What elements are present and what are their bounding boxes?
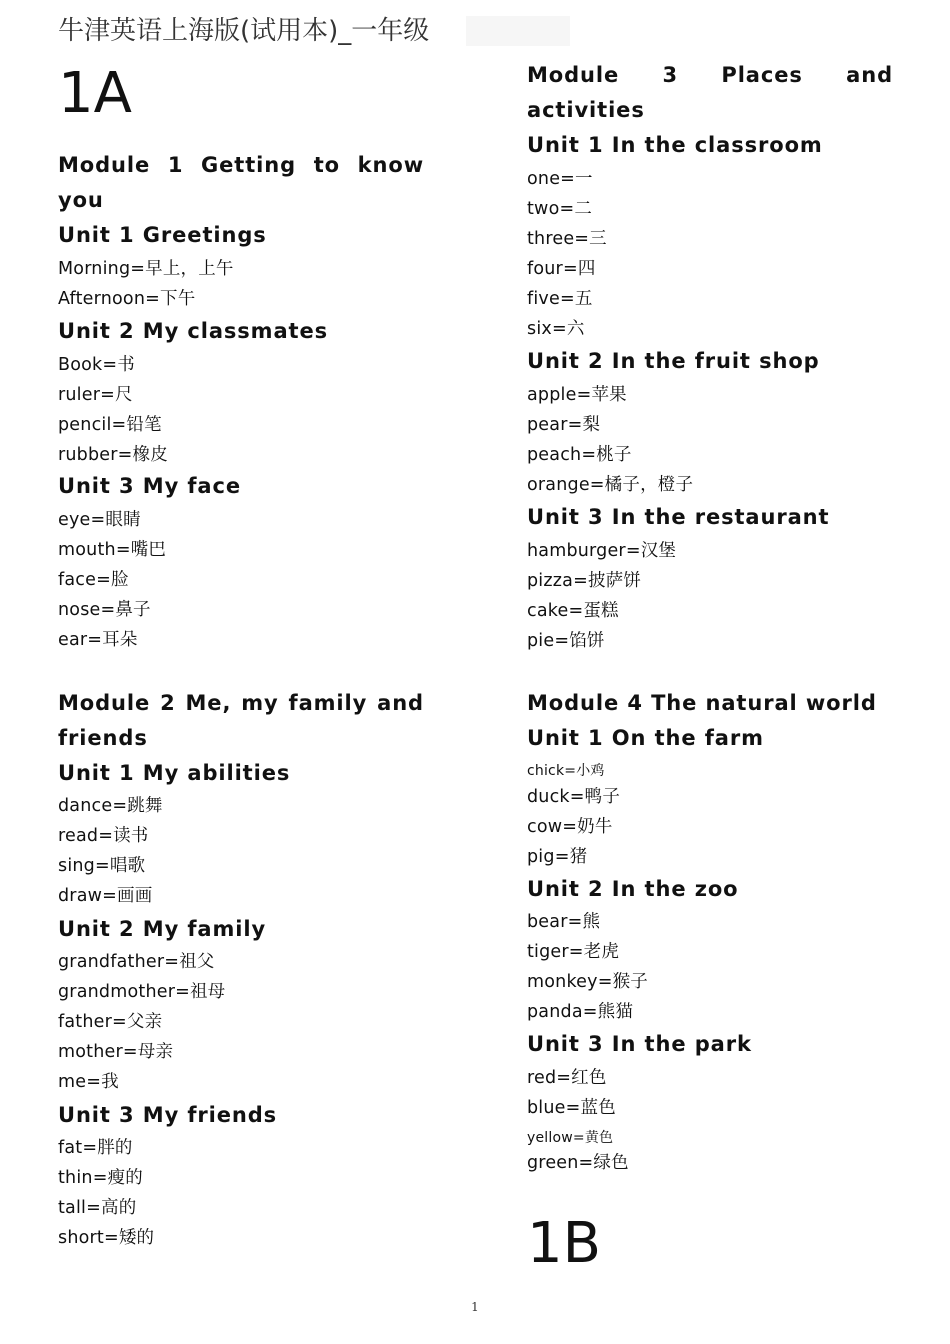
equals-sign: = — [562, 259, 578, 279]
equals-sign: = — [87, 630, 103, 650]
vocab-entry — [58, 628, 138, 652]
vocab-english: draw — [58, 886, 103, 906]
equals-sign: = — [175, 982, 190, 1002]
vocab-entry — [58, 980, 225, 1004]
vocab-chinese: 画画 — [117, 886, 153, 906]
equals-sign: = — [100, 385, 115, 405]
vocab-chinese: 四 — [577, 259, 596, 279]
vocab-chinese: 耳朵 — [102, 630, 138, 650]
vocab-entry — [58, 568, 129, 592]
unit-title: Unit 3 My face — [58, 474, 241, 498]
vocab-english: face — [58, 570, 97, 590]
vocab-entry — [58, 1226, 154, 1250]
vocab-chinese: 小鸡 — [576, 763, 605, 779]
vocab-chinese: 五 — [574, 289, 593, 309]
vocab-entry — [58, 598, 151, 622]
vocab-entry — [527, 970, 648, 994]
vocab-chinese: 猪 — [569, 847, 588, 867]
vocab-english: pencil — [58, 415, 112, 435]
vocab-chinese: 胖的 — [97, 1138, 133, 1158]
equals-sign: = — [562, 817, 578, 837]
vocab-entry — [527, 1096, 616, 1120]
equals-sign: = — [556, 1068, 572, 1088]
unit-title: Unit 3 In the park — [527, 1032, 752, 1056]
vocab-entry — [527, 1126, 613, 1150]
vocab-chinese: 早上，上午 — [145, 259, 234, 279]
vocab-chinese: 鼻子 — [115, 600, 151, 620]
vocab-english: ear — [58, 630, 88, 650]
vocab-entry — [527, 1066, 607, 1090]
vocab-entry — [527, 167, 593, 191]
equals-sign: = — [567, 415, 583, 435]
vocab-chinese: 嘴巴 — [130, 540, 167, 560]
vocab-chinese: 下午 — [160, 289, 196, 309]
vocab-english: two — [527, 199, 560, 219]
vocab-chinese: 脸 — [110, 570, 129, 590]
vocab-english: red — [527, 1068, 557, 1088]
vocab-entry — [58, 443, 168, 467]
vocab-chinese: 橡皮 — [132, 445, 168, 465]
equals-sign: = — [572, 1130, 585, 1146]
vocab-entry — [527, 227, 607, 251]
vocab-english: grandmother — [58, 982, 176, 1002]
vocab-chinese: 书 — [117, 355, 135, 375]
vocab-english: thin — [58, 1168, 93, 1188]
equals-sign: = — [554, 847, 570, 867]
vocab-entry — [527, 845, 587, 869]
vocab-english: short — [58, 1228, 104, 1248]
vocab-entry — [58, 287, 195, 311]
vocab-chinese: 奶牛 — [577, 817, 613, 837]
vocab-chinese: 祖母 — [189, 982, 226, 1002]
vocab-chinese: 读书 — [113, 826, 149, 846]
vocab-english: pie — [527, 631, 555, 651]
vocab-english: tiger — [527, 942, 569, 962]
vocab-english: pear — [527, 415, 568, 435]
vocab-chinese: 猴子 — [612, 972, 648, 992]
vocab-chinese: 熊猫 — [597, 1002, 634, 1022]
vocab-english: three — [527, 229, 575, 249]
vocab-entry — [527, 1151, 629, 1175]
vocab-entry — [58, 257, 234, 281]
equals-sign: = — [551, 319, 567, 339]
equals-sign: = — [94, 856, 110, 876]
vocab-chinese: 二 — [574, 199, 593, 219]
equals-sign: = — [560, 169, 576, 189]
unit-title: Unit 2 My family — [58, 917, 267, 941]
equals-sign: = — [86, 1072, 102, 1092]
vocab-chinese: 红色 — [571, 1068, 607, 1088]
vocab-english: Afternoon — [58, 289, 146, 309]
equals-sign: = — [102, 886, 118, 906]
vocab-chinese: 绿色 — [593, 1153, 629, 1173]
vocab-english: read — [58, 826, 99, 846]
vocab-english: mother — [58, 1042, 123, 1062]
vocab-entry — [527, 539, 676, 563]
vocab-entry — [527, 599, 619, 623]
vocab-english: monkey — [527, 972, 598, 992]
vocab-english: pizza — [527, 571, 574, 591]
vocab-chinese: 铅笔 — [126, 415, 162, 435]
vocab-chinese: 跳舞 — [127, 796, 163, 816]
vocab-entry — [527, 443, 632, 467]
vocab-entry — [58, 950, 215, 974]
unit-title: Unit 1 Greetings — [58, 223, 267, 247]
vocab-english: chick — [527, 763, 565, 779]
vocab-chinese: 唱歌 — [109, 856, 146, 876]
equals-sign: = — [164, 952, 180, 972]
title-highlight — [466, 16, 570, 46]
vocab-english: ruler — [58, 385, 101, 405]
unit-title: Unit 3 My friends — [58, 1103, 278, 1127]
vocab-entry — [58, 1166, 143, 1190]
vocab-english: green — [527, 1153, 579, 1173]
vocab-english: cow — [527, 817, 563, 837]
vocab-entry — [58, 824, 149, 848]
vocab-entry — [58, 1136, 133, 1160]
vocab-english: blue — [527, 1098, 566, 1118]
module-title: Module 3 Places and activities — [527, 63, 893, 122]
vocab-english: cake — [527, 601, 569, 621]
vocab-entry — [527, 473, 693, 497]
grade-heading-next: 1B — [527, 1211, 602, 1276]
vocab-entry — [527, 413, 600, 437]
vocab-entry — [527, 383, 627, 407]
vocab-english: six — [527, 319, 552, 339]
vocab-english: one — [527, 169, 561, 189]
equals-sign: = — [559, 199, 575, 219]
vocab-english: father — [58, 1012, 112, 1032]
vocab-chinese: 鸭子 — [584, 787, 621, 807]
vocab-entry — [58, 353, 135, 377]
vocab-entry — [527, 785, 620, 809]
equals-sign: = — [582, 1002, 598, 1022]
vocab-entry — [58, 1040, 173, 1064]
equals-sign: = — [103, 1228, 119, 1248]
vocab-chinese: 一 — [575, 169, 593, 189]
equals-sign: = — [112, 796, 128, 816]
vocab-english: four — [527, 259, 563, 279]
vocab-chinese: 披萨饼 — [587, 571, 642, 591]
vocab-entry — [58, 383, 133, 407]
vocab-chinese: 祖父 — [179, 952, 215, 972]
vocab-english: dance — [58, 796, 113, 816]
vocab-chinese: 馅饼 — [569, 631, 605, 651]
equals-sign: = — [568, 942, 584, 962]
vocab-chinese: 蓝色 — [580, 1098, 616, 1118]
equals-sign: = — [573, 571, 588, 591]
vocab-entry — [58, 413, 162, 437]
vocab-english: pig — [527, 847, 555, 867]
unit-title: Unit 2 My classmates — [58, 319, 329, 343]
vocab-english: orange — [527, 475, 590, 495]
equals-sign: = — [92, 1168, 108, 1188]
vocab-chinese: 父亲 — [126, 1012, 163, 1032]
unit-title: Unit 1 On the farm — [527, 726, 764, 750]
vocab-english: panda — [527, 1002, 583, 1022]
vocab-chinese: 桃子 — [596, 445, 632, 465]
vocab-chinese: 尺 — [115, 385, 133, 405]
equals-sign: = — [145, 289, 160, 309]
grade-heading: 1A — [58, 61, 132, 126]
equals-sign: = — [96, 570, 111, 590]
equals-sign: = — [115, 540, 131, 560]
vocab-entry — [527, 940, 619, 964]
vocab-english: sing — [58, 856, 95, 876]
vocab-english: hamburger — [527, 541, 626, 561]
vocab-english: mouth — [58, 540, 116, 560]
equals-sign: = — [581, 445, 597, 465]
vocab-chinese: 眼睛 — [105, 510, 141, 530]
vocab-entry — [58, 1196, 136, 1220]
vocab-entry — [527, 569, 641, 593]
vocab-entry — [527, 317, 585, 341]
vocab-english: duck — [527, 787, 570, 807]
page-number: 1 — [471, 1300, 479, 1314]
vocab-english: Book — [58, 355, 103, 375]
equals-sign: = — [559, 289, 575, 309]
equals-sign: = — [564, 763, 577, 779]
equals-sign: = — [100, 600, 116, 620]
equals-sign: = — [554, 631, 570, 651]
vocab-english: grandfather — [58, 952, 165, 972]
vocab-entry — [58, 1010, 162, 1034]
vocab-chinese: 母亲 — [137, 1042, 174, 1062]
module-title: Module 4 The natural world — [527, 691, 877, 715]
vocab-english: rubber — [58, 445, 118, 465]
vocab-english: apple — [527, 385, 577, 405]
equals-sign: = — [576, 385, 592, 405]
vocab-english: yellow — [527, 1130, 573, 1146]
equals-sign: = — [90, 510, 106, 530]
equals-sign: = — [102, 355, 118, 375]
vocab-entry — [527, 257, 596, 281]
equals-sign: = — [578, 1153, 594, 1173]
unit-title: Unit 1 In the classroom — [527, 133, 823, 157]
equals-sign: = — [82, 1138, 98, 1158]
vocab-chinese: 苹果 — [591, 385, 627, 405]
vocab-entry — [527, 287, 593, 311]
equals-sign: = — [568, 601, 584, 621]
vocab-chinese: 六 — [566, 319, 585, 339]
vocab-chinese: 蛋糕 — [583, 601, 619, 621]
equals-sign: = — [569, 787, 585, 807]
document-title: 牛津英语上海版(试用本)_一年级 — [58, 16, 430, 46]
equals-sign: = — [98, 826, 114, 846]
vocab-entry — [58, 854, 145, 878]
vocab-entry — [58, 1070, 119, 1094]
equals-sign: = — [565, 1098, 581, 1118]
equals-sign: = — [574, 229, 590, 249]
vocab-chinese: 汉堡 — [640, 541, 677, 561]
vocab-entry — [58, 508, 141, 532]
vocab-english: Morning — [58, 259, 131, 279]
vocab-entry — [58, 884, 152, 908]
vocab-chinese: 三 — [589, 229, 607, 249]
equals-sign: = — [117, 445, 133, 465]
vocab-english: tall — [58, 1198, 87, 1218]
equals-sign: = — [597, 972, 613, 992]
equals-sign: = — [86, 1198, 101, 1218]
module-title: Module 2 Me, my family and friends — [58, 691, 424, 750]
module-title: Module 1 Getting to know you — [58, 153, 424, 212]
vocab-entry — [527, 759, 605, 783]
vocab-entry — [58, 794, 163, 818]
vocab-entry — [527, 910, 600, 934]
unit-title: Unit 3 In the restaurant — [527, 505, 830, 529]
equals-sign: = — [112, 1012, 127, 1032]
vocab-chinese: 橘子，橙子 — [604, 475, 694, 495]
vocab-chinese: 老虎 — [583, 942, 620, 962]
unit-title: Unit 1 My abilities — [58, 761, 291, 785]
equals-sign: = — [589, 475, 605, 495]
vocab-english: five — [527, 289, 560, 309]
vocab-english: eye — [58, 510, 91, 530]
equals-sign: = — [130, 259, 146, 279]
unit-title: Unit 2 In the zoo — [527, 877, 739, 901]
vocab-entry — [527, 815, 613, 839]
vocab-english: nose — [58, 600, 101, 620]
vocab-entry — [527, 1000, 633, 1024]
equals-sign: = — [625, 541, 641, 561]
vocab-english: bear — [527, 912, 568, 932]
equals-sign: = — [122, 1042, 138, 1062]
unit-title: Unit 2 In the fruit shop — [527, 349, 820, 373]
vocab-chinese: 矮的 — [118, 1228, 155, 1248]
vocab-chinese: 梨 — [582, 415, 601, 435]
vocab-english: fat — [58, 1138, 83, 1158]
vocab-chinese: 高的 — [101, 1198, 137, 1218]
equals-sign: = — [567, 912, 583, 932]
vocab-english: me — [58, 1072, 87, 1092]
equals-sign: = — [111, 415, 127, 435]
vocab-chinese: 我 — [101, 1072, 119, 1092]
vocab-entry — [58, 538, 166, 562]
vocab-chinese: 瘦的 — [107, 1168, 143, 1188]
vocab-english: peach — [527, 445, 582, 465]
vocab-entry — [527, 629, 605, 653]
vocab-chinese: 黄色 — [584, 1130, 614, 1146]
vocab-entry — [527, 197, 592, 221]
vocab-chinese: 熊 — [582, 912, 601, 932]
